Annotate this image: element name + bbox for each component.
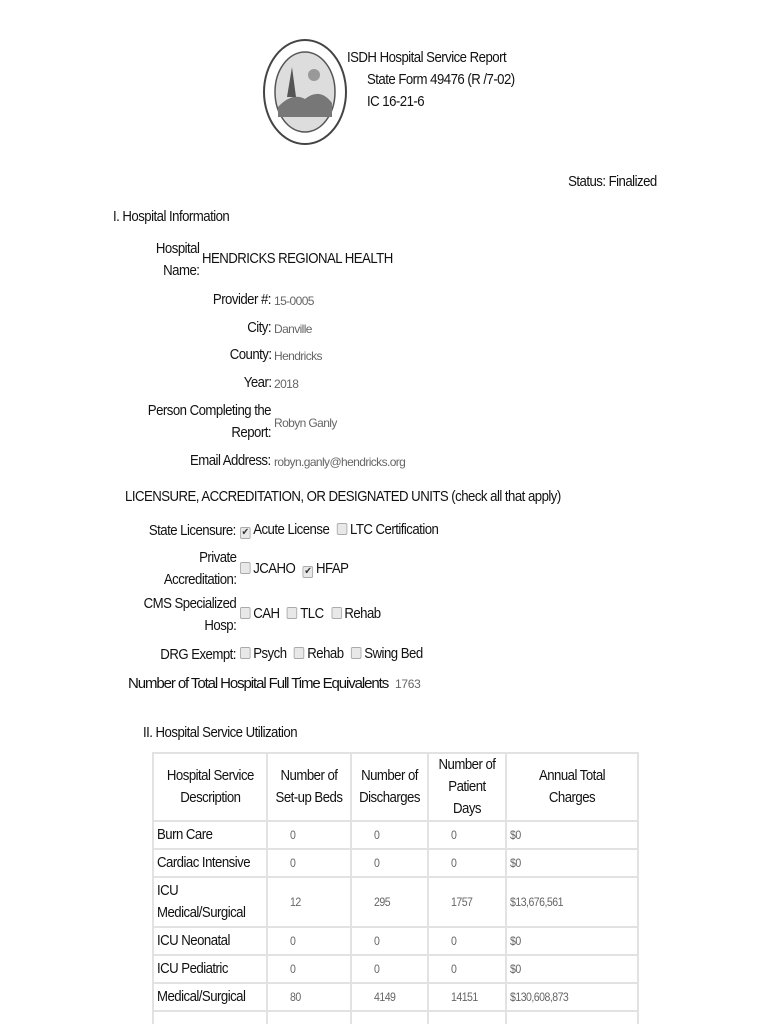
table-row xyxy=(153,1011,638,1024)
cell-charges: $0 xyxy=(506,821,638,849)
cell-charges: $0 xyxy=(506,955,638,983)
year-value: 2018 xyxy=(274,377,299,391)
provider-label: Provider #: xyxy=(212,291,271,308)
checkbox-tlc[interactable]: TLC xyxy=(287,605,324,622)
provider-value: 15-0005 xyxy=(274,294,314,308)
table-row xyxy=(153,983,638,1011)
cell-beds: 12 xyxy=(267,877,351,927)
drg-exempt-options xyxy=(240,645,427,662)
cell-beds: 0 xyxy=(267,927,351,955)
report-title: ISDH Hospital Service Report xyxy=(347,49,507,66)
col-header-discharges: Number of Discharges xyxy=(351,753,428,821)
cell-beds: 80 xyxy=(267,983,351,1011)
fte-label: Number of Total Hospital Full Time Equivalents xyxy=(128,675,389,692)
county-value: Hendricks xyxy=(274,349,322,363)
private-accreditation-label: Private Accreditation: xyxy=(163,549,236,588)
cms-specialized-options xyxy=(240,605,385,622)
section-utilization-title: II. Hospital Service Utilization xyxy=(143,724,298,741)
cell-description: ICU Pediatric xyxy=(153,955,267,983)
empty-cell xyxy=(153,1011,267,1024)
cell-description: Medical/Surgical xyxy=(153,983,267,1011)
county-label: County: xyxy=(229,346,271,363)
cell-discharges: 0 xyxy=(351,821,428,849)
empty-cell xyxy=(506,1011,638,1024)
checkbox-empty-icon[interactable] xyxy=(240,647,251,659)
empty-cell xyxy=(351,1011,428,1024)
status-badge: Status: Finalized xyxy=(568,173,657,190)
licensure-title: LICENSURE, ACCREDITATION, OR DESIGNATED UNITS (check all that apply) xyxy=(125,488,561,505)
cell-patient-days: 0 xyxy=(428,927,506,955)
col-header-description: Hospital Service Description xyxy=(153,753,267,821)
checkbox-drg-rehab[interactable]: Rehab xyxy=(294,645,343,662)
checkbox-empty-icon[interactable] xyxy=(240,562,251,574)
email-value: robyn.ganly@hendricks.org xyxy=(274,455,406,469)
checkbox-empty-icon[interactable] xyxy=(351,647,362,659)
cell-discharges: 4149 xyxy=(351,983,428,1011)
city-value: Danville xyxy=(274,322,312,336)
checkbox-empty-icon[interactable] xyxy=(337,523,348,535)
col-header-charges: Annual Total Charges xyxy=(506,753,638,821)
private-accreditation-options xyxy=(240,560,353,578)
state-licensure-label: State Licensure: xyxy=(149,522,236,539)
cell-description: ICU Medical/Surgical xyxy=(153,877,267,927)
checkbox-cms-rehab[interactable]: Rehab xyxy=(331,605,380,622)
table-header-row xyxy=(153,753,638,821)
checkbox-cah[interactable]: CAH xyxy=(240,605,279,622)
section-hospital-info-title: I. Hospital Information xyxy=(113,208,230,225)
year-label: Year: xyxy=(243,374,271,391)
person-completing-value: Robyn Ganly xyxy=(274,416,337,430)
cell-discharges: 0 xyxy=(351,955,428,983)
cell-charges: $0 xyxy=(506,927,638,955)
cell-beds: 0 xyxy=(267,955,351,983)
cell-charges: $13,676,561 xyxy=(506,877,638,927)
email-label: Email Address: xyxy=(190,452,271,469)
table-row xyxy=(153,955,638,983)
col-header-beds: Number of Set-up Beds xyxy=(267,753,351,821)
table-row xyxy=(153,927,638,955)
drg-exempt-label: DRG Exempt: xyxy=(160,646,236,663)
table-row xyxy=(153,877,638,927)
person-completing-label: Person Completing the Report: xyxy=(147,402,271,441)
cell-discharges: 295 xyxy=(351,877,428,927)
checkbox-checked-icon[interactable]: ✔ xyxy=(241,527,249,538)
checkbox-hfap[interactable]: ✔ HFAP xyxy=(304,560,349,577)
checkbox-empty-icon[interactable] xyxy=(287,607,298,619)
cell-description: Burn Care xyxy=(153,821,267,849)
city-label: City: xyxy=(247,319,271,336)
cell-discharges: 0 xyxy=(351,849,428,877)
hospital-name-value: HENDRICKS REGIONAL HEALTH xyxy=(202,250,393,267)
cell-patient-days: 0 xyxy=(428,821,506,849)
state-seal-icon xyxy=(262,37,348,147)
checkbox-empty-icon[interactable] xyxy=(331,607,342,619)
state-licensure-options xyxy=(240,521,443,539)
cell-patient-days: 1757 xyxy=(428,877,506,927)
cell-patient-days: 14151 xyxy=(428,983,506,1011)
checkbox-checked-icon[interactable]: ✔ xyxy=(304,566,312,577)
checkbox-ltc-certification[interactable]: LTC Certification xyxy=(337,521,439,538)
cms-specialized-label: CMS Specialized Hosp: xyxy=(143,595,236,634)
service-utilization-table xyxy=(152,752,639,1024)
checkbox-jcaho[interactable]: JCAHO xyxy=(240,560,295,577)
cell-patient-days: 0 xyxy=(428,849,506,877)
table-row xyxy=(153,821,638,849)
cell-discharges: 0 xyxy=(351,927,428,955)
fte-value: 1763 xyxy=(394,677,421,691)
cell-patient-days: 0 xyxy=(428,955,506,983)
checkbox-empty-icon[interactable] xyxy=(294,647,305,659)
col-header-patient-days: Number of Patient Days xyxy=(428,753,506,821)
cell-description: ICU Neonatal xyxy=(153,927,267,955)
empty-cell xyxy=(267,1011,351,1024)
cell-charges: $130,608,873 xyxy=(506,983,638,1011)
cell-description: Cardiac Intensive xyxy=(153,849,267,877)
checkbox-swing-bed[interactable]: Swing Bed xyxy=(351,645,423,662)
form-number: State Form 49476 (R /7-02) xyxy=(367,71,515,88)
checkbox-acute-license[interactable]: ✔ Acute License xyxy=(241,521,330,538)
checkbox-psych[interactable]: Psych xyxy=(240,645,287,662)
empty-cell xyxy=(428,1011,506,1024)
checkbox-empty-icon[interactable] xyxy=(240,607,251,619)
cell-charges: $0 xyxy=(506,849,638,877)
hospital-name-label: Hospital Name: xyxy=(155,240,199,279)
cell-beds: 0 xyxy=(267,821,351,849)
statute-ref: IC 16-21-6 xyxy=(367,93,425,110)
cell-beds: 0 xyxy=(267,849,351,877)
table-row xyxy=(153,849,638,877)
